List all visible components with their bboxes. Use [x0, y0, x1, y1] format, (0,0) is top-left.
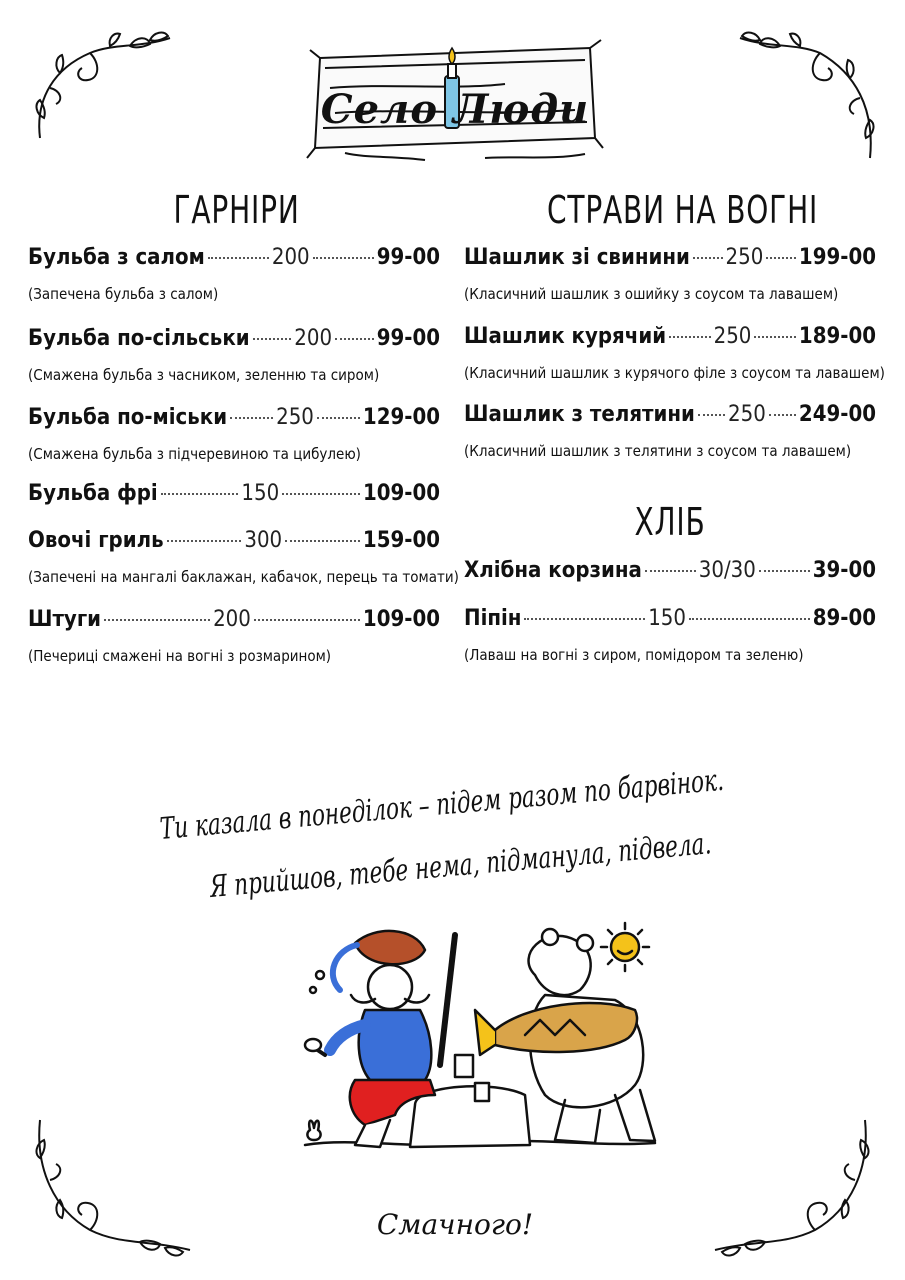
item-price: 39-00 — [812, 558, 877, 583]
item-name: Шашлик з телятини — [464, 402, 695, 427]
item-description: (Смажена бульба з підчеревиною та цибулею) — [28, 445, 361, 463]
item-name: Штуги — [28, 607, 102, 632]
menu-item — [28, 528, 459, 586]
garnish-list — [28, 245, 459, 685]
menu-item — [464, 324, 885, 382]
item-price: 249-00 — [798, 402, 876, 427]
item-price: 159-00 — [362, 528, 440, 553]
menu-item — [28, 405, 440, 463]
section-title-bread: ХЛІБ — [634, 500, 706, 544]
corner-vine-top-right — [730, 28, 880, 168]
item-weight: 30/30 — [698, 558, 756, 583]
quote-line-1: Ти казала в понеділок – підем разом по барвінок. — [158, 762, 726, 847]
item-name: Бульба по-сільськи — [28, 326, 250, 351]
item-name: Бульба по-міськи — [28, 405, 228, 430]
item-weight: 200 — [294, 326, 333, 351]
item-description: (Запечена бульба з салом) — [28, 285, 219, 303]
item-weight: 250 — [725, 245, 764, 270]
menu-item — [464, 558, 876, 588]
footer-greeting: Смачного! — [376, 1208, 534, 1241]
item-price: 109-00 — [362, 481, 441, 506]
item-price: 199-00 — [798, 245, 876, 270]
bread-list — [464, 558, 876, 678]
cossack-and-bear-illustration — [295, 915, 665, 1165]
quote-line-2: Я прийшов, тебе нема, підманула, підвела. — [208, 826, 713, 905]
item-name: Шашлик курячий — [464, 324, 667, 349]
section-title-garnish: ГАРНІРИ — [173, 188, 300, 232]
item-description: (Класичний шашлик з курячого філе з соусом та лавашем) — [464, 364, 885, 382]
menu-item — [464, 606, 877, 664]
corner-vine-top-left — [30, 28, 180, 148]
item-description: (Класичний шашлик з телятини з соусом та лавашем) — [464, 442, 852, 460]
corner-vine-bottom-left — [30, 1110, 200, 1260]
item-name: Бульба фрі — [28, 481, 158, 506]
item-name: Бульба з салом — [28, 245, 205, 270]
fire-list — [464, 245, 885, 475]
item-price: 129-00 — [362, 405, 440, 430]
item-name: Овочі гриль — [28, 528, 164, 553]
item-weight: 300 — [244, 528, 283, 553]
item-price: 99-00 — [376, 326, 441, 351]
item-description: (Смажена бульба з часником, зеленню та сиром) — [28, 366, 380, 384]
item-price: 189-00 — [798, 324, 876, 349]
corner-vine-bottom-right — [705, 1110, 875, 1260]
brand-name: Село Люди — [320, 86, 590, 133]
item-price: 109-00 — [362, 607, 440, 632]
menu-item — [464, 402, 876, 460]
brand-logo — [305, 28, 605, 168]
item-price: 99-00 — [376, 245, 441, 270]
item-description: (Класичний шашлик з ошийку з соусом та лавашем) — [464, 285, 839, 303]
menu-item — [28, 245, 441, 303]
item-name: Хлібна корзина — [464, 558, 642, 583]
section-title-fire: СТРАВИ НА ВОГНІ — [547, 188, 819, 232]
item-description: (Запечені на мангалі баклажан, кабачок, перець та томати) — [28, 568, 459, 586]
item-weight: 200 — [271, 245, 310, 270]
menu-item — [28, 607, 440, 665]
item-weight: 150 — [648, 606, 686, 631]
item-description: (Лаваш на вогні з сиром, помідором та зеленю) — [464, 646, 804, 664]
item-name: Піпін — [464, 606, 522, 631]
item-weight: 250 — [728, 402, 766, 427]
item-weight: 250 — [276, 405, 314, 430]
menu-item — [28, 326, 441, 384]
item-price: 89-00 — [812, 606, 877, 631]
item-name: Шашлик зі свинини — [464, 245, 690, 270]
item-weight: 150 — [241, 481, 280, 506]
menu-item — [28, 481, 440, 511]
sun-icon — [601, 923, 649, 971]
item-description: (Печериці смажені на вогні з розмарином) — [28, 647, 332, 665]
item-weight: 250 — [713, 324, 752, 349]
menu-item — [464, 245, 876, 303]
item-weight: 200 — [213, 607, 251, 632]
